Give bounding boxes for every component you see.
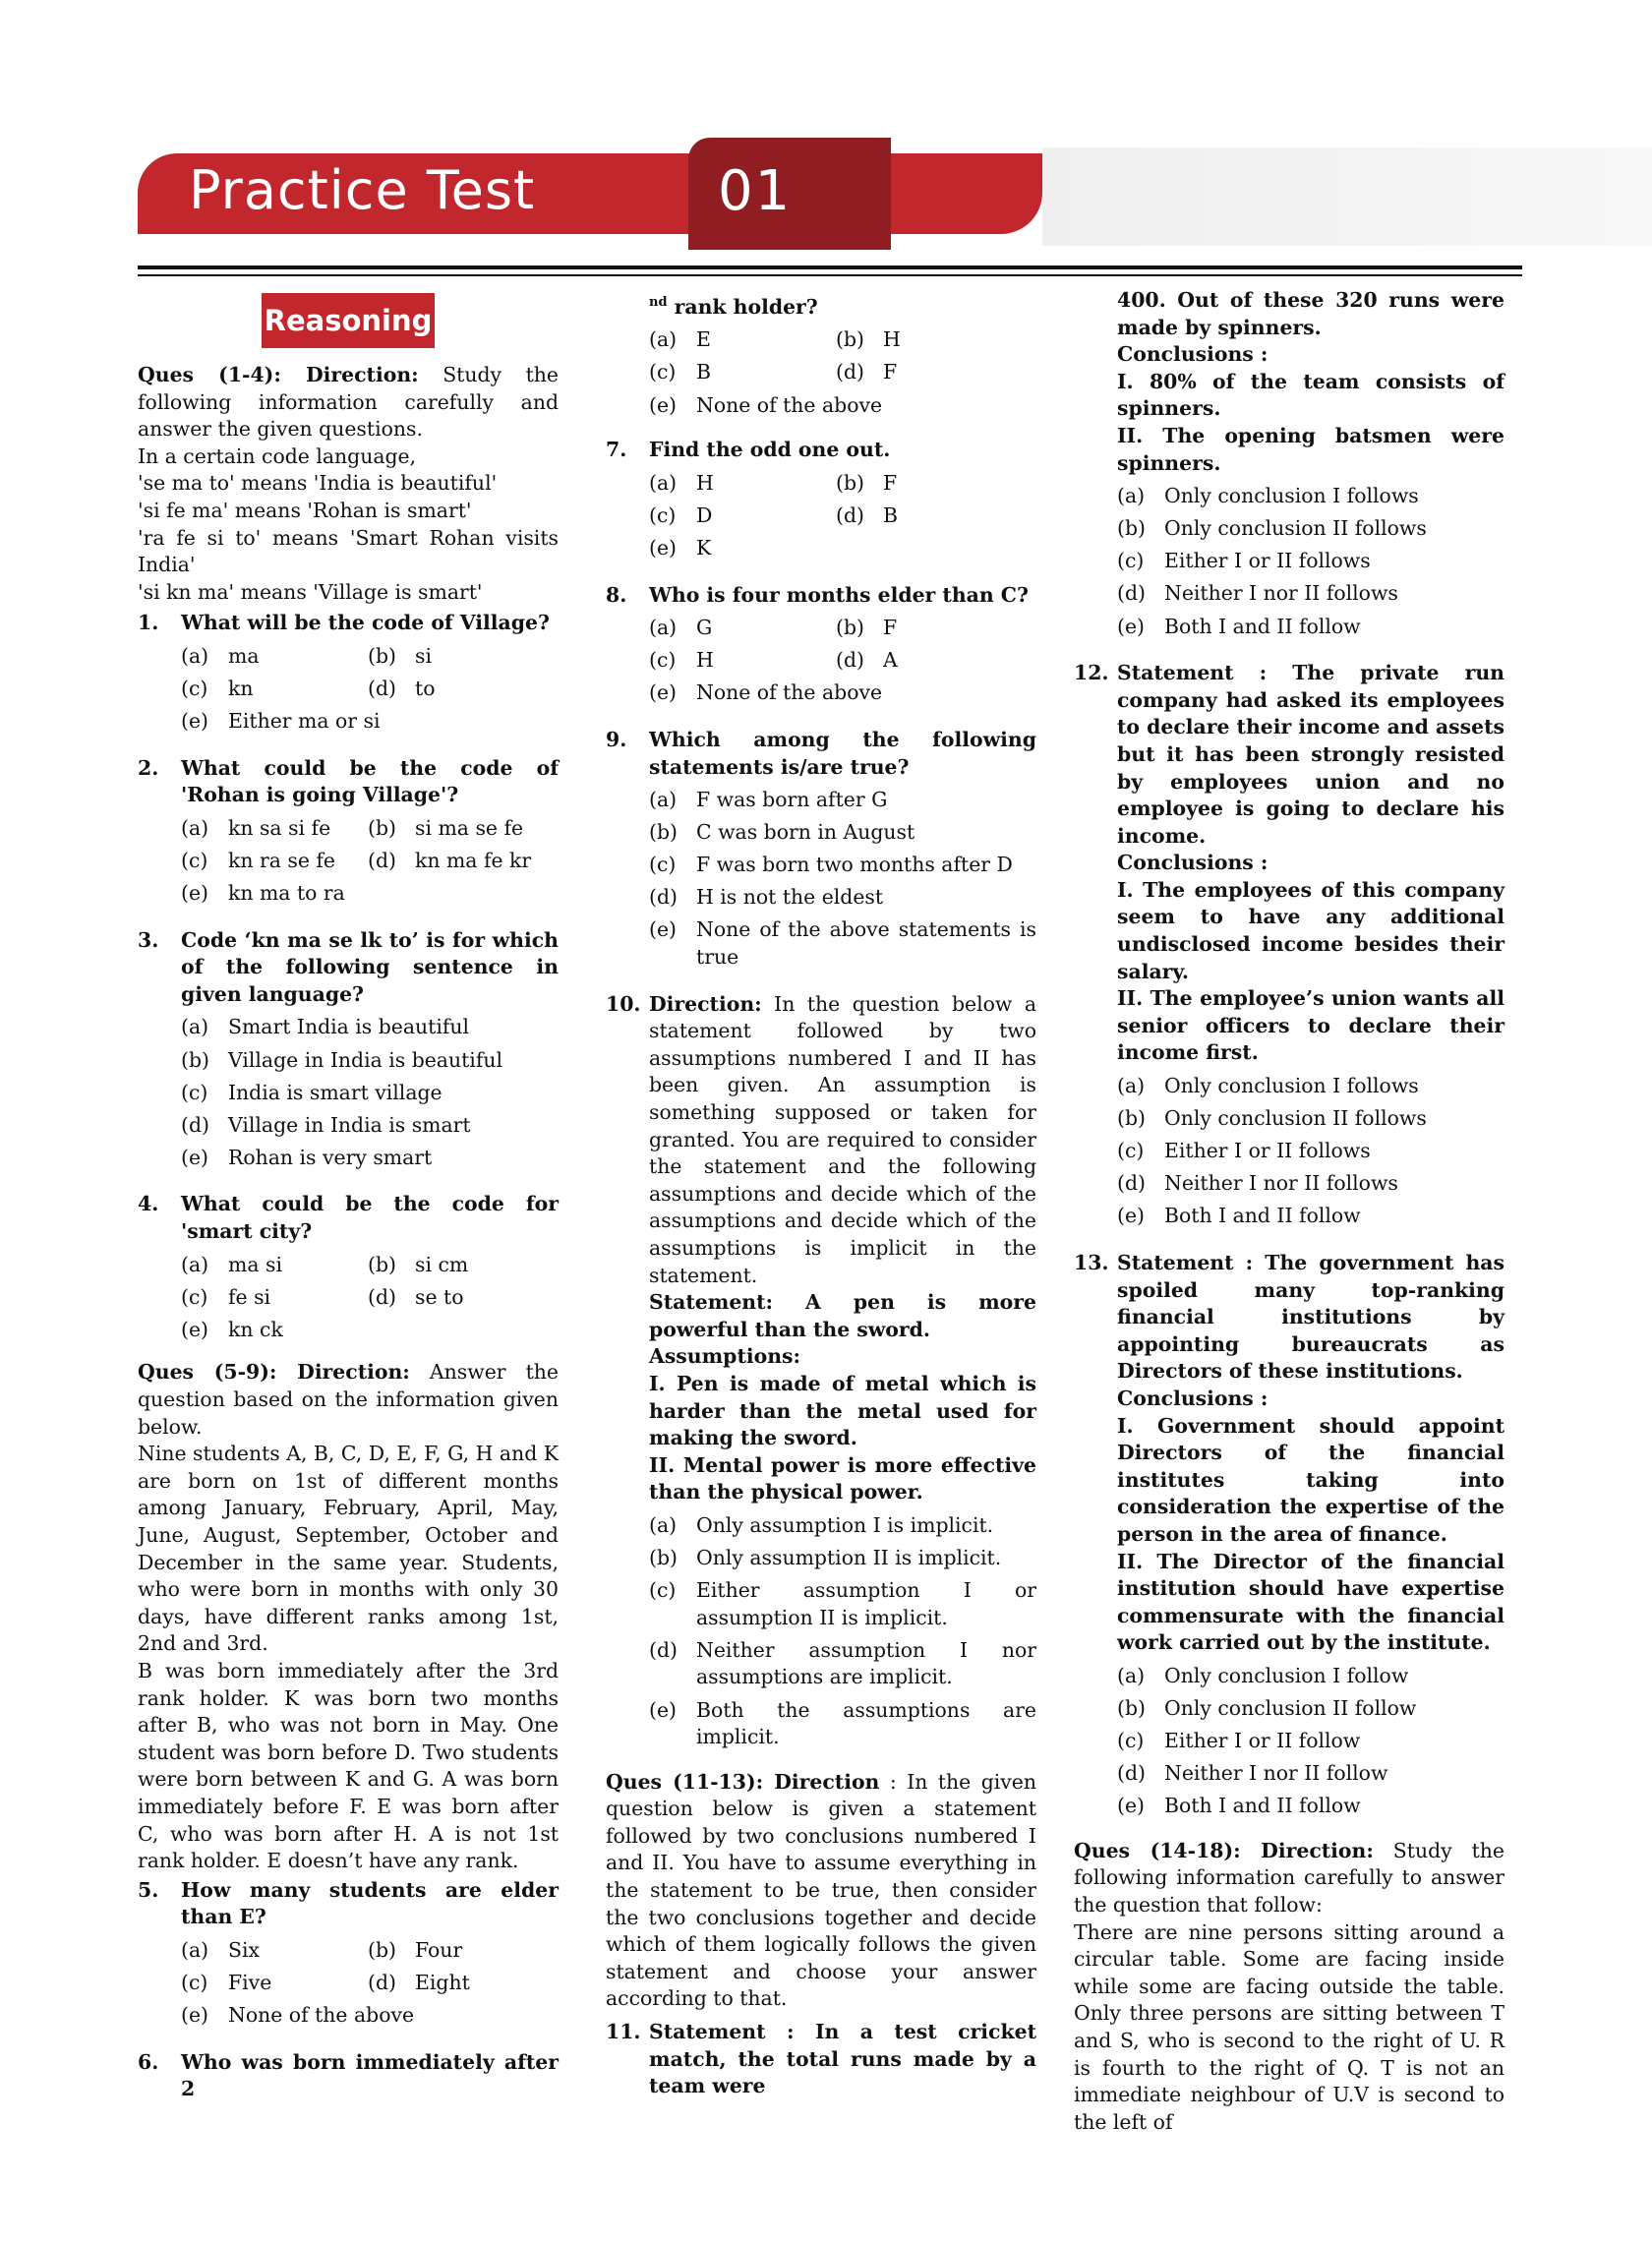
question-1 xyxy=(138,610,559,637)
option[interactable] xyxy=(649,852,1036,879)
option-text: None of the above xyxy=(228,2003,415,2028)
option-text: ma xyxy=(228,643,260,668)
option[interactable] xyxy=(649,884,1036,912)
question-7 xyxy=(606,437,1036,464)
option[interactable] xyxy=(1117,1663,1504,1690)
option[interactable] xyxy=(1117,1728,1504,1755)
option[interactable] xyxy=(1117,1105,1504,1133)
option-letter: (b) xyxy=(836,470,864,495)
direction-head: Ques (5-9): Direction: xyxy=(138,1360,410,1385)
option-letter: (a) xyxy=(649,788,678,812)
question-number: 6. xyxy=(138,2049,159,2074)
option-letter: (b) xyxy=(368,815,396,840)
option-text: B xyxy=(883,502,898,527)
option[interactable] xyxy=(649,819,1036,847)
option[interactable] xyxy=(1117,548,1504,575)
option[interactable] xyxy=(181,1937,368,1965)
options-q4 xyxy=(181,1252,559,1344)
option-text: Only conclusion II follow xyxy=(1164,1696,1417,1720)
conclusion-1: I. Government should appoint Directors of the financial institutes taking into consideration the expertise of the person in the area of finance. xyxy=(1117,1413,1504,1546)
option[interactable] xyxy=(649,326,836,354)
option-text: C was born in August xyxy=(696,820,915,845)
option-letter: (d) xyxy=(836,360,864,384)
direction-head: Direction: xyxy=(649,991,762,1016)
option-text: kn ma to ra xyxy=(228,881,345,906)
question-5 xyxy=(138,1877,559,1931)
option-text: H xyxy=(883,327,901,352)
question-number: 2. xyxy=(138,755,159,780)
option-letter: (d) xyxy=(836,648,864,673)
option[interactable] xyxy=(836,647,1036,675)
question-6 xyxy=(138,2049,559,2103)
options-q11 xyxy=(1117,483,1504,640)
header-rule-thin xyxy=(138,274,1522,276)
option[interactable] xyxy=(649,615,836,642)
option-letter: (e) xyxy=(181,2003,208,2028)
option-letter: (c) xyxy=(649,1578,677,1603)
option-letter: (c) xyxy=(181,1080,208,1104)
option[interactable] xyxy=(1117,1073,1504,1100)
option-text: F xyxy=(883,470,898,495)
option[interactable] xyxy=(1117,614,1504,641)
option-letter: (b) xyxy=(1117,516,1146,541)
question-number: 13. xyxy=(1074,1251,1109,1274)
question-9 xyxy=(606,727,1036,781)
option-letter: (a) xyxy=(181,815,209,840)
option-letter: (a) xyxy=(649,616,678,640)
option-text: kn ck xyxy=(228,1317,283,1341)
option-letter: (b) xyxy=(836,327,864,352)
option-text: H is not the eldest xyxy=(696,885,884,910)
option-text: Only assumption I is implicit. xyxy=(696,1512,994,1537)
option[interactable] xyxy=(1117,1695,1504,1723)
option-text: Six xyxy=(228,1937,260,1962)
direction-1-4 xyxy=(138,362,559,443)
column-3 xyxy=(1074,287,1504,2136)
direction-head: Ques (1-4): Direction: xyxy=(138,363,419,386)
option[interactable] xyxy=(649,1545,1036,1572)
code-line: 'ra fe si to' means 'Smart Rohan visits India' xyxy=(138,525,559,577)
question-text: What will be the code of Village? xyxy=(181,611,550,635)
option[interactable] xyxy=(368,815,559,843)
option-letter: (c) xyxy=(1117,1139,1145,1163)
option[interactable] xyxy=(649,916,1036,971)
option[interactable] xyxy=(649,787,1036,814)
question-text: Find the odd one out. xyxy=(649,438,891,462)
option[interactable] xyxy=(1117,515,1504,543)
options-q9 xyxy=(649,787,1036,972)
option-text: K xyxy=(696,535,712,560)
option-text: None of the above statements is true xyxy=(696,917,1036,970)
option-letter: (b) xyxy=(1117,1696,1146,1720)
option-text: Four xyxy=(415,1937,463,1962)
option[interactable] xyxy=(649,679,1036,707)
question-text: What could be the code for 'smart city? xyxy=(181,1192,559,1244)
direction-text: Study the following information carefully to answer the question that follow: xyxy=(1074,1838,1504,1918)
option-text: Only conclusion I follows xyxy=(1164,484,1419,508)
option-text: Only conclusion II follows xyxy=(1164,1106,1427,1131)
banner-number: 01 xyxy=(718,159,793,223)
option-text: fe si xyxy=(228,1284,271,1309)
option[interactable] xyxy=(649,470,836,498)
option-letter: (d) xyxy=(1117,1761,1146,1786)
option-text: si xyxy=(415,643,432,668)
option-letter: (e) xyxy=(649,535,677,560)
direction-text: : In the given question below is given a statement followed by two conclusions numbered I and II. You have to assume everything in the statement to be true, then consider the two conclusions together and decide which of them logically follows the given statement and choose your answer according to that. xyxy=(606,1769,1036,2011)
option[interactable] xyxy=(181,848,368,875)
option-letter: (a) xyxy=(649,1512,678,1537)
question-11 xyxy=(606,2019,1036,2100)
options-q8 xyxy=(649,615,1036,707)
code-line: 'si fe ma' means 'Rohan is smart' xyxy=(138,498,472,522)
conclusions-head: Conclusions : xyxy=(1117,1386,1268,1410)
direction-head: Ques (11-13): Direction xyxy=(606,1769,880,1794)
code-line: In a certain code language, xyxy=(138,443,417,468)
option-letter: (c) xyxy=(649,360,677,384)
question-number: 11. xyxy=(606,2020,641,2044)
option[interactable] xyxy=(368,676,559,703)
options-q3 xyxy=(181,1014,559,1171)
option-letter: (a) xyxy=(181,1937,209,1962)
option-letter: (d) xyxy=(368,1284,396,1309)
option[interactable] xyxy=(649,359,836,386)
option[interactable] xyxy=(181,880,559,908)
code-line: 'si kn ma' means 'Village is smart' xyxy=(138,579,483,604)
question-12 xyxy=(1074,660,1504,850)
question-text: Which among the following statements is/are true? xyxy=(649,727,1036,779)
option[interactable] xyxy=(649,502,836,530)
option-letter: (b) xyxy=(368,1937,396,1962)
option-letter: (e) xyxy=(181,1317,208,1341)
direction-head: Ques (14-18): Direction: xyxy=(1074,1838,1374,1862)
question-number: 3. xyxy=(138,927,159,952)
question-13 xyxy=(1074,1250,1504,1386)
option-text: Both I and II follow xyxy=(1164,1794,1361,1818)
question-text: Statement : The government has spoiled many top-ranking financial institutions by appointing bureaucrats as Directors of these institutions. xyxy=(1117,1251,1504,1384)
option-letter: (c) xyxy=(181,1284,208,1309)
question-6-continued xyxy=(649,289,1036,321)
option-text: Neither assumption I nor assumptions are implicit. xyxy=(696,1637,1036,1689)
direction-5-9 xyxy=(138,1359,559,1441)
option-letter: (b) xyxy=(649,1546,678,1570)
direction-11-13 xyxy=(606,1769,1036,2013)
option-letter: (d) xyxy=(181,1112,209,1137)
banner-title: Practice Test xyxy=(189,159,536,221)
option-letter: (b) xyxy=(649,820,678,845)
question-11-continued: 400. Out of these 320 runs were made by spinners. xyxy=(1117,288,1504,339)
option-text: H xyxy=(696,470,714,495)
question-number: 10. xyxy=(606,991,641,1016)
option-text: Only assumption II is implicit. xyxy=(696,1546,1002,1570)
option[interactable] xyxy=(181,1970,368,1997)
option-letter: (a) xyxy=(649,470,678,495)
option[interactable] xyxy=(836,326,1036,354)
option-letter: (e) xyxy=(649,1697,677,1722)
banner-red-tail xyxy=(885,153,1042,234)
direction-14-18 xyxy=(1074,1838,1504,1919)
question-number: 9. xyxy=(606,727,627,751)
option-text: F was born after G xyxy=(696,788,888,812)
option-letter: (a) xyxy=(1117,1663,1146,1687)
option-text: kn sa si fe xyxy=(228,815,331,840)
option[interactable] xyxy=(181,1080,559,1107)
option-letter: (a) xyxy=(649,327,678,352)
option-text: Both I and II follow xyxy=(1164,1204,1361,1228)
assumption-1: I. Pen is made of metal which is harder than the metal used for making the sword. xyxy=(649,1371,1036,1450)
direction-paragraph: B was born immediately after the 3rd rank holder. K was born two months after B, who was not born in May. One student was born before D. Two students were born between K and G. A was born immediately before F. E was born after C, who was born after H. A is not 1st rank holder. E doesn’t have any rank. xyxy=(138,1658,559,1873)
option[interactable] xyxy=(649,1512,1036,1540)
options-q13 xyxy=(1117,1663,1504,1820)
option-letter: (c) xyxy=(1117,1729,1145,1753)
question-number: 8. xyxy=(606,582,627,607)
assumptions-head: Assumptions: xyxy=(649,1344,801,1369)
question-text: Who is four months elder than C? xyxy=(649,582,1029,607)
option[interactable] xyxy=(649,392,1036,420)
option[interactable] xyxy=(649,647,836,675)
option[interactable] xyxy=(181,643,368,671)
question-10 xyxy=(606,991,1036,1290)
conclusion-2: II. The opening batsmen were spinners. xyxy=(1117,423,1504,475)
option-letter: (b) xyxy=(181,1047,209,1072)
option-letter: (c) xyxy=(181,849,208,872)
option-letter: (e) xyxy=(649,680,677,705)
option[interactable] xyxy=(181,815,368,843)
option[interactable] xyxy=(181,2002,559,2030)
option-letter: (e) xyxy=(1117,1204,1145,1228)
statement: Statement: A pen is more powerful than the sword. xyxy=(649,1290,1036,1341)
options-q1 xyxy=(181,643,559,736)
option-text: si ma se fe xyxy=(415,815,524,840)
option[interactable] xyxy=(836,359,1036,386)
option-letter: (a) xyxy=(181,1015,209,1039)
option-letter: (b) xyxy=(368,1252,396,1276)
option-letter: (d) xyxy=(368,1970,396,1994)
option-text: Neither I nor II follows xyxy=(1164,1171,1398,1196)
question-3 xyxy=(138,927,559,1009)
option-text: Five xyxy=(228,1970,272,1994)
option-text: Rohan is very smart xyxy=(228,1145,433,1169)
option-letter: (b) xyxy=(836,616,864,640)
question-8 xyxy=(606,582,1036,610)
conclusions-head: Conclusions : xyxy=(1117,342,1268,367)
option-text: India is smart village xyxy=(228,1080,442,1104)
option-text: E xyxy=(696,327,711,352)
direction-paragraph: There are nine persons sitting around a circular table. Some are facing inside while some are facing outside the table. Only three persons are sitting between T and S, who is second to the right of U. R is fourth to the right of Q. T is not an immediate neighbour of U.V is second to the left of xyxy=(1074,1919,1504,2134)
option[interactable] xyxy=(1117,580,1504,608)
option-letter: (e) xyxy=(181,881,208,906)
option-letter: (e) xyxy=(649,392,677,417)
option-letter: (d) xyxy=(649,1637,678,1662)
option-text: ma si xyxy=(228,1252,282,1276)
question-number: 12. xyxy=(1074,661,1109,685)
column-1 xyxy=(138,287,559,2103)
option-text: F xyxy=(883,360,898,384)
option-text: Smart India is beautiful xyxy=(228,1015,470,1039)
direction-text: In the question below a statement followed by two assumptions numbered I and II has been given. An assumption is something supposed or taken for granted. You are required to consider the statement and the following assumptions and decide which of the assumptions and decide which of the assumptions is implicit in the statement. xyxy=(649,991,1036,1287)
options-q10 xyxy=(649,1512,1036,1751)
option[interactable] xyxy=(368,1284,559,1312)
option-text: B xyxy=(696,360,711,384)
option[interactable] xyxy=(1117,1203,1504,1230)
option-text: Either I or II follows xyxy=(1164,1139,1371,1163)
option[interactable] xyxy=(1117,1793,1504,1820)
option-text: Either ma or si xyxy=(228,709,381,734)
section-tag: Reasoning xyxy=(262,293,435,348)
option-text: Village in India is beautiful xyxy=(228,1047,503,1072)
option[interactable] xyxy=(1117,1170,1504,1198)
option-text: Only conclusion I follow xyxy=(1164,1663,1409,1687)
option-letter: (c) xyxy=(649,502,677,527)
question-number: 5. xyxy=(138,1877,159,1902)
option-text: kn ma fe kr xyxy=(415,849,532,872)
option-letter: (b) xyxy=(1117,1106,1146,1131)
question-text: Who was born immediately after 2 xyxy=(181,2049,559,2101)
question-2 xyxy=(138,755,559,809)
option-text: Neither I nor II follow xyxy=(1164,1761,1388,1786)
option-text: None of the above xyxy=(696,392,883,417)
option-letter: (c) xyxy=(181,1970,208,1994)
option-letter: (d) xyxy=(836,502,864,527)
option-text: A xyxy=(883,648,898,673)
option-text: kn ra se fe xyxy=(228,849,335,872)
option[interactable] xyxy=(836,502,1036,530)
option[interactable] xyxy=(181,676,368,703)
option-letter: (e) xyxy=(649,917,677,942)
option-text: Both I and II follow xyxy=(1164,614,1361,638)
option-letter: (a) xyxy=(181,643,209,668)
option[interactable] xyxy=(1117,1760,1504,1788)
option-text: H xyxy=(696,648,714,673)
option-letter: (a) xyxy=(1117,484,1146,508)
option[interactable] xyxy=(368,1252,559,1279)
option[interactable] xyxy=(836,615,1036,642)
question-number: 1. xyxy=(138,611,159,635)
option-text: to xyxy=(415,677,436,701)
option-text: D xyxy=(696,502,713,527)
option[interactable] xyxy=(181,1317,559,1344)
option-text: F was born two months after D xyxy=(696,853,1013,877)
question-text: Code ‘kn ma se lk to’ is for which of the following sentence in given language? xyxy=(181,927,559,1006)
option-letter: (d) xyxy=(1117,1171,1146,1196)
option-text: se to xyxy=(415,1284,464,1309)
option-letter: (e) xyxy=(181,709,208,734)
options-q6 xyxy=(649,326,1036,419)
option-text: G xyxy=(696,616,713,640)
header-banner xyxy=(138,138,1514,241)
question-text: How many students are elder than E? xyxy=(181,1877,559,1929)
option[interactable] xyxy=(1117,483,1504,510)
conclusion-2: II. The Director of the financial institution should have expertise commensurate with the financial work carried out by the institute. xyxy=(1117,1549,1504,1655)
option[interactable] xyxy=(181,1112,559,1140)
option-letter: (c) xyxy=(181,677,208,701)
assumption-2: II. Mental power is more effective than the physical power. xyxy=(649,1452,1036,1504)
option[interactable] xyxy=(368,848,559,875)
option[interactable] xyxy=(181,1252,368,1279)
option[interactable] xyxy=(181,1047,559,1075)
option-text: Only conclusion I follows xyxy=(1164,1074,1419,1098)
options-q7 xyxy=(649,470,1036,562)
option[interactable] xyxy=(368,643,559,671)
option-letter: (d) xyxy=(368,677,396,701)
option[interactable] xyxy=(181,708,559,736)
option-text: Neither I nor II follows xyxy=(1164,581,1398,606)
option-text: F xyxy=(883,616,898,640)
direction-paragraph: Nine students A, B, C, D, E, F, G, H and K are born on 1st of different months among January, February, April, May, June, August, September, October and December in the same year. Students, who were born in months with only 30 days, have different ranks among 1st, 2nd and 3rd. xyxy=(138,1442,559,1656)
option-text: Only conclusion II follows xyxy=(1164,516,1427,541)
conclusions-head: Conclusions : xyxy=(1117,851,1268,875)
option-letter: (d) xyxy=(649,885,678,910)
option[interactable] xyxy=(649,1637,1036,1691)
option-letter: (c) xyxy=(649,853,677,877)
conclusion-1: I. The employees of this company seem to have any additional undisclosed income besides their salary. xyxy=(1117,877,1504,983)
option-text: kn xyxy=(228,677,254,701)
question-text: Statement : In a test cricket match, the total runs made by a team were xyxy=(649,2020,1036,2098)
option[interactable] xyxy=(836,470,1036,498)
option-text: Both the assumptions are implicit. xyxy=(696,1697,1036,1749)
option[interactable] xyxy=(368,1970,559,1997)
option-text: None of the above xyxy=(696,680,883,705)
superscript: nd xyxy=(649,295,668,310)
option[interactable] xyxy=(1117,1138,1504,1165)
option[interactable] xyxy=(649,1697,1036,1751)
option-letter: (d) xyxy=(1117,581,1146,606)
column-2 xyxy=(606,287,1036,2100)
option-letter: (c) xyxy=(1117,549,1145,573)
option-text: Either assumption I or assumption II is implicit. xyxy=(696,1578,1036,1629)
option-text: Village in India is smart xyxy=(228,1112,471,1137)
option[interactable] xyxy=(649,1577,1036,1631)
option[interactable] xyxy=(181,1284,368,1312)
option-letter: (a) xyxy=(181,1252,209,1276)
option-text: Eight xyxy=(415,1970,470,1994)
conclusion-2: II. The employee’s union wants all senior officers to declare their income first. xyxy=(1117,986,1504,1065)
option-letter: (b) xyxy=(368,643,396,668)
direction-text: Study the following information carefully and answer the given questions. xyxy=(138,363,559,442)
option-letter: (a) xyxy=(1117,1074,1146,1098)
option-text: si cm xyxy=(415,1252,469,1276)
options-q12 xyxy=(1117,1073,1504,1230)
option-letter: (e) xyxy=(1117,614,1145,638)
direction-text: Answer the question based on the information given below. xyxy=(138,1360,560,1439)
conclusion-1: I. 80% of the team consists of spinners. xyxy=(1117,369,1504,421)
options-q2 xyxy=(181,815,559,908)
option-letter: (c) xyxy=(649,648,677,673)
option[interactable] xyxy=(181,1014,559,1041)
option-text: Either I or II follow xyxy=(1164,1729,1361,1753)
option[interactable] xyxy=(649,535,1036,562)
question-number: 7. xyxy=(606,438,627,462)
question-text: What could be the code of 'Rohan is going Village'? xyxy=(181,755,559,807)
question-number: 4. xyxy=(138,1192,159,1216)
option[interactable] xyxy=(181,1145,559,1172)
option[interactable] xyxy=(368,1937,559,1965)
option-letter: (e) xyxy=(1117,1794,1145,1818)
question-4 xyxy=(138,1191,559,1245)
question-text: rank holder? xyxy=(667,294,818,319)
banner-grey-band xyxy=(1042,148,1652,246)
header-rule-thick xyxy=(138,266,1522,269)
option-letter: (e) xyxy=(181,1145,208,1169)
option-letter: (d) xyxy=(368,849,396,872)
question-text: Statement : The private run company had asked its employees to declare their income and assets but it has been strongly resisted by employees union and no employee is going to declare his income. xyxy=(1117,661,1505,848)
option-text: Either I or II follows xyxy=(1164,549,1371,573)
code-line: 'se ma to' means 'India is beautiful' xyxy=(138,471,498,496)
options-q5 xyxy=(181,1937,559,2030)
